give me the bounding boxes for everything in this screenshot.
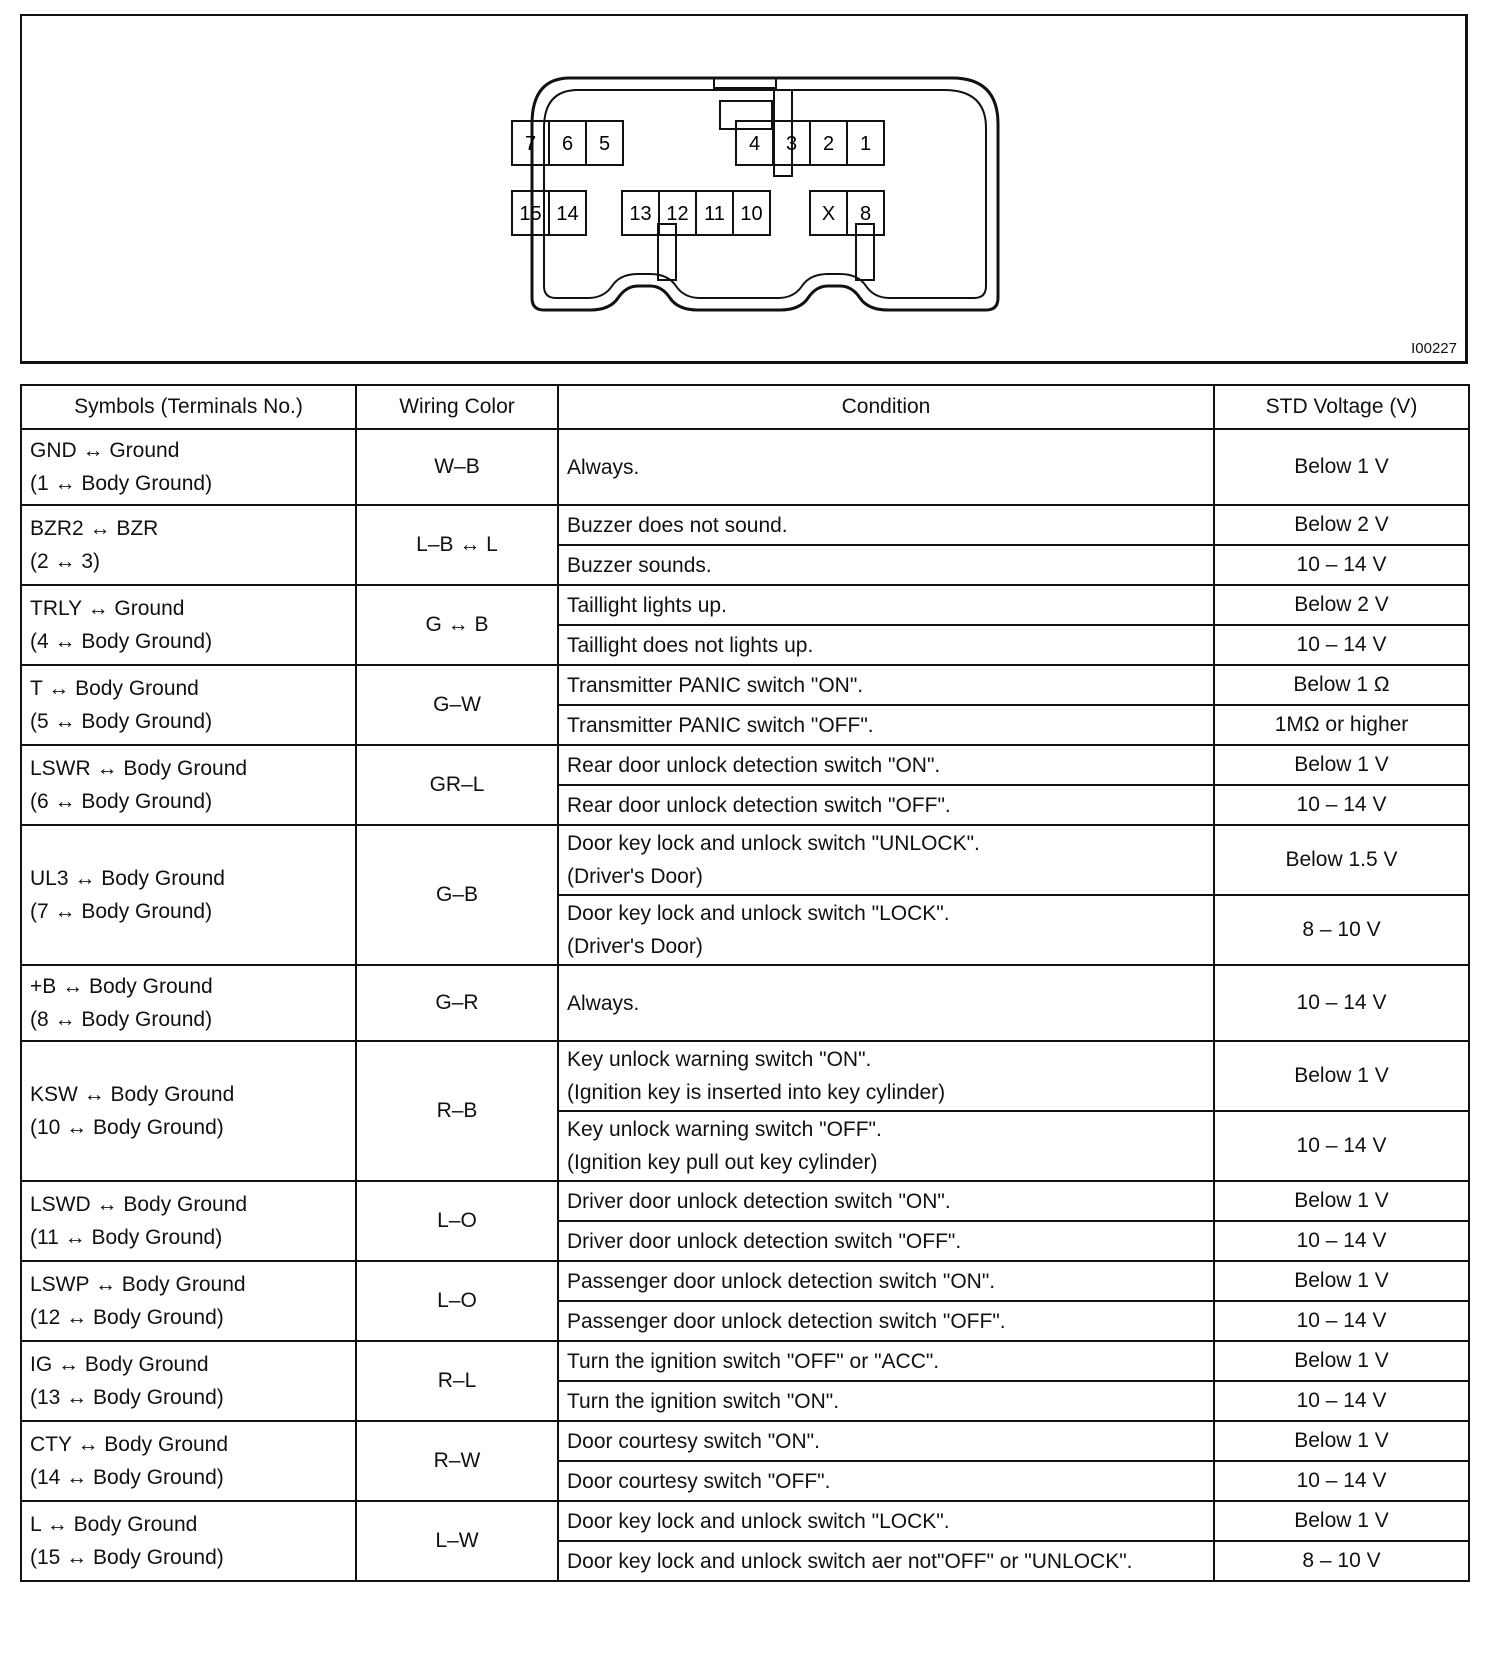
header-std-voltage: STD Voltage (V) — [1214, 385, 1469, 429]
condition-cell — [558, 1181, 1214, 1221]
connector-figure — [20, 14, 1468, 364]
pin-label: 6 — [561, 133, 574, 155]
pin-label: 10 — [740, 203, 763, 225]
terminal-numbers: (1 ↔ Body Ground) — [30, 472, 213, 495]
pin-label: 15 — [519, 203, 542, 225]
condition-text: Key unlock warning switch "ON". — [567, 1048, 872, 1071]
std-voltage-cell: Below 1 V — [1214, 1181, 1469, 1221]
symbol-label: LSWR ↔ Body Ground — [30, 757, 248, 780]
table-row — [21, 665, 1469, 705]
condition-text: Buzzer does not sound. — [567, 513, 788, 537]
wiring-color-cell: G–W — [356, 665, 558, 745]
symbol-label: L ↔ Body Ground — [30, 1513, 198, 1536]
condition-cell — [558, 585, 1214, 625]
condition-text: Driver door unlock detection switch "ON". — [567, 1189, 951, 1213]
symbol-cell — [21, 1261, 356, 1341]
symbol-label: CTY ↔ Body Ground — [30, 1433, 229, 1456]
key-slot-left — [658, 224, 676, 280]
header-condition: Condition — [558, 385, 1214, 429]
symbol-label: LSWD ↔ Body Ground — [30, 1193, 248, 1216]
condition-cell — [558, 1111, 1214, 1181]
terminal-numbers: (13 ↔ Body Ground) — [30, 1386, 224, 1409]
condition-text: Taillight lights up. — [567, 593, 727, 617]
lock-tab-window — [720, 101, 772, 129]
symbol-cell — [21, 825, 356, 965]
condition-text: Door key lock and unlock switch aer not"OFF" or "UNLOCK". — [567, 1549, 1133, 1573]
key-slot-right — [856, 224, 874, 280]
std-voltage-cell: Below 1 V — [1214, 429, 1469, 505]
condition-cell — [558, 1041, 1214, 1111]
pin-label: 5 — [598, 133, 611, 155]
symbol-label: BZR2 ↔ BZR — [30, 517, 159, 540]
condition-cell — [558, 1301, 1214, 1341]
std-voltage-cell: 10 – 14 V — [1214, 1381, 1469, 1421]
condition-text: Turn the ignition switch "ON". — [567, 1389, 840, 1413]
condition-cell — [558, 429, 1214, 505]
connector-diagram — [22, 16, 1466, 361]
std-voltage-cell: Below 2 V — [1214, 585, 1469, 625]
table-row — [21, 965, 1469, 1041]
std-voltage-cell: 10 – 14 V — [1214, 1461, 1469, 1501]
std-voltage-cell: Below 1 V — [1214, 745, 1469, 785]
condition-text: Passenger door unlock detection switch "OFF". — [567, 1309, 1006, 1333]
std-voltage-cell: Below 1 Ω — [1214, 665, 1469, 705]
symbol-cell — [21, 1181, 356, 1261]
std-voltage-cell: 10 – 14 V — [1214, 545, 1469, 585]
symbol-cell — [21, 429, 356, 505]
terminal-numbers: (11 ↔ Body Ground) — [30, 1226, 223, 1249]
symbol-cell — [21, 1421, 356, 1501]
symbol-label: T ↔ Body Ground — [30, 677, 199, 700]
std-voltage-cell: 10 – 14 V — [1214, 1221, 1469, 1261]
condition-cell — [558, 1341, 1214, 1381]
table-row — [21, 825, 1469, 895]
std-voltage-cell: 1MΩ or higher — [1214, 705, 1469, 745]
pin-label: 2 — [822, 133, 835, 155]
condition-text: Door key lock and unlock switch "LOCK". — [567, 1509, 950, 1533]
wiring-color-cell: G–R — [356, 965, 558, 1041]
condition-cell — [558, 505, 1214, 545]
wiring-color-cell: W–B — [356, 429, 558, 505]
condition-text: Passenger door unlock detection switch "ON". — [567, 1269, 996, 1293]
std-voltage-cell: Below 1 V — [1214, 1501, 1469, 1541]
condition-text: Key unlock warning switch "OFF". — [567, 1118, 882, 1141]
symbol-cell — [21, 965, 356, 1041]
symbol-cell — [21, 665, 356, 745]
table-body — [21, 429, 1469, 1581]
condition-text: Transmitter PANIC switch "OFF". — [567, 713, 874, 737]
symbol-label: KSW ↔ Body Ground — [30, 1083, 235, 1106]
wiring-color-cell: L–O — [356, 1181, 558, 1261]
std-voltage-cell: Below 1.5 V — [1214, 825, 1469, 895]
symbol-label: +B ↔ Body Ground — [30, 975, 213, 998]
condition-cell — [558, 965, 1214, 1041]
std-voltage-cell: Below 1 V — [1214, 1041, 1469, 1111]
table-row — [21, 1421, 1469, 1461]
std-voltage-cell: Below 1 V — [1214, 1341, 1469, 1381]
wiring-color-cell: R–L — [356, 1341, 558, 1421]
condition-cell — [558, 785, 1214, 825]
pin-label: 4 — [748, 133, 761, 155]
terminal-voltage-table — [20, 384, 1470, 1582]
symbol-label: TRLY ↔ Ground — [30, 597, 185, 620]
std-voltage-cell: Below 1 V — [1214, 1261, 1469, 1301]
wiring-color-cell: G–B — [356, 825, 558, 965]
condition-text: Door courtesy switch "OFF". — [567, 1469, 831, 1493]
std-voltage-cell: 8 – 10 V — [1214, 1541, 1469, 1581]
symbol-label: UL3 ↔ Body Ground — [30, 867, 225, 890]
condition-text: Always. — [567, 991, 640, 1015]
condition-cell — [558, 1381, 1214, 1421]
symbol-cell — [21, 585, 356, 665]
wiring-color-cell: L–W — [356, 1501, 558, 1581]
condition-cell — [558, 1261, 1214, 1301]
table-row — [21, 1041, 1469, 1111]
condition-cell — [558, 1501, 1214, 1541]
condition-text: (Driver's Door) — [567, 935, 703, 958]
std-voltage-cell: 8 – 10 V — [1214, 895, 1469, 965]
table-row — [21, 585, 1469, 625]
terminal-numbers: (8 ↔ Body Ground) — [30, 1008, 213, 1031]
terminal-numbers: (2 ↔ 3) — [30, 550, 101, 573]
pin-label: 14 — [556, 203, 579, 225]
pin-label: 13 — [629, 203, 652, 225]
connector-housing — [532, 78, 998, 310]
condition-cell — [558, 745, 1214, 785]
condition-cell — [558, 1421, 1214, 1461]
symbol-label: LSWP ↔ Body Ground — [30, 1273, 246, 1296]
table-row — [21, 1341, 1469, 1381]
pin-label: 8 — [859, 203, 872, 225]
condition-cell — [558, 1461, 1214, 1501]
condition-text: Door key lock and unlock switch "LOCK". — [567, 902, 950, 925]
std-voltage-cell: Below 1 V — [1214, 1421, 1469, 1461]
table-row — [21, 505, 1469, 545]
wiring-color-cell: L–O — [356, 1261, 558, 1341]
table-row — [21, 1261, 1469, 1301]
wiring-color-cell: G ↔ B — [356, 585, 558, 665]
pin-label: 1 — [859, 133, 872, 155]
terminal-numbers: (5 ↔ Body Ground) — [30, 710, 213, 733]
terminal-numbers: (14 ↔ Body Ground) — [30, 1466, 224, 1489]
pin-label: 7 — [524, 133, 537, 155]
header-symbols: Symbols (Terminals No.) — [21, 385, 356, 429]
std-voltage-cell: 10 – 14 V — [1214, 625, 1469, 665]
condition-cell — [558, 665, 1214, 705]
header-wiring-color: Wiring Color — [356, 385, 558, 429]
wiring-color-cell: L–B ↔ L — [356, 505, 558, 585]
std-voltage-cell: 10 – 14 V — [1214, 785, 1469, 825]
table-row — [21, 429, 1469, 505]
condition-text: Door courtesy switch "ON". — [567, 1429, 820, 1453]
condition-text: (Ignition key pull out key cylinder) — [567, 1151, 878, 1174]
condition-text: Transmitter PANIC switch "ON". — [567, 673, 864, 697]
condition-text: Rear door unlock detection switch "ON". — [567, 753, 941, 777]
pin-label: X — [821, 203, 836, 225]
std-voltage-cell: 10 – 14 V — [1214, 1111, 1469, 1181]
std-voltage-cell: 10 – 14 V — [1214, 965, 1469, 1041]
symbol-cell — [21, 1501, 356, 1581]
std-voltage-cell: 10 – 14 V — [1214, 1301, 1469, 1341]
condition-text: Buzzer sounds. — [567, 553, 712, 577]
symbol-cell — [21, 1341, 356, 1421]
symbol-label: GND ↔ Ground — [30, 439, 180, 462]
terminal-numbers: (7 ↔ Body Ground) — [30, 900, 213, 923]
symbol-label: IG ↔ Body Ground — [30, 1353, 209, 1376]
condition-cell — [558, 705, 1214, 745]
terminal-numbers: (6 ↔ Body Ground) — [30, 790, 213, 813]
condition-cell — [558, 545, 1214, 585]
terminal-numbers: (10 ↔ Body Ground) — [30, 1116, 224, 1139]
condition-text: Rear door unlock detection switch "OFF". — [567, 793, 951, 817]
condition-text: (Driver's Door) — [567, 865, 703, 888]
wiring-color-cell: R–B — [356, 1041, 558, 1181]
wiring-color-cell: GR–L — [356, 745, 558, 825]
pin-label: 11 — [704, 203, 725, 225]
condition-cell — [558, 625, 1214, 665]
condition-text: Driver door unlock detection switch "OFF". — [567, 1229, 962, 1253]
table-row — [21, 1181, 1469, 1221]
condition-text: Taillight does not lights up. — [567, 633, 814, 657]
terminal-numbers: (15 ↔ Body Ground) — [30, 1546, 224, 1569]
condition-cell — [558, 1221, 1214, 1261]
wiring-color-cell: R–W — [356, 1421, 558, 1501]
std-voltage-cell: Below 2 V — [1214, 505, 1469, 545]
condition-cell — [558, 895, 1214, 965]
connector-pins — [512, 121, 884, 235]
symbol-cell — [21, 1041, 356, 1181]
terminal-numbers: (12 ↔ Body Ground) — [30, 1306, 224, 1329]
table-row — [21, 745, 1469, 785]
symbol-cell — [21, 745, 356, 825]
pin-label: 3 — [785, 133, 798, 155]
symbol-cell — [21, 505, 356, 585]
table-row — [21, 1501, 1469, 1541]
terminal-numbers: (4 ↔ Body Ground) — [30, 630, 213, 653]
condition-cell — [558, 1541, 1214, 1581]
condition-cell — [558, 825, 1214, 895]
figure-id: I00227 — [1411, 340, 1457, 357]
pin-label: 12 — [666, 203, 689, 225]
condition-text: Door key lock and unlock switch "UNLOCK". — [567, 832, 980, 855]
condition-text: Turn the ignition switch "OFF" or "ACC". — [567, 1349, 940, 1373]
condition-text: Always. — [567, 455, 640, 479]
table-header-row — [21, 385, 1469, 429]
condition-text: (Ignition key is inserted into key cylinder) — [567, 1081, 946, 1104]
